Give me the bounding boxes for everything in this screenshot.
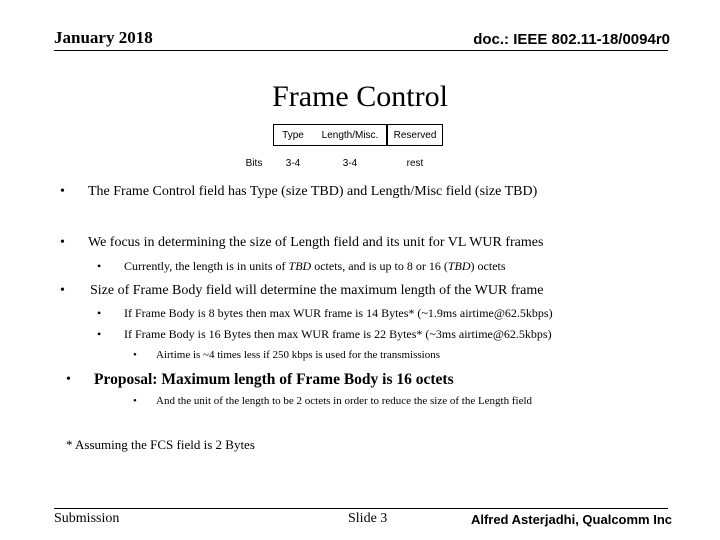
bits-reserved: rest <box>406 158 424 169</box>
row-label-bits: Bits <box>245 158 263 169</box>
footer-slide-number: Slide 3 <box>348 511 388 526</box>
sub-sub-bullet-airtime: Airtime is ~4 times less if 250 kbps is used for the transmissions <box>156 349 440 361</box>
sub-bullet-marker: • <box>97 306 102 320</box>
bullet-frame-body-size: Size of Frame Body field will determine the maximum length of the WUR frame <box>90 283 544 298</box>
sub-bullet-length-unit: And the unit of the length to be 2 octets in order to reduce the size of the Length field <box>156 395 533 407</box>
bullet-focus-length-field: We focus in determining the size of Length field and its unit for VL WUR frames <box>88 235 544 250</box>
bits-type: 3-4 <box>285 158 301 169</box>
footnote: * Assuming the FCS field is 2 Bytes <box>66 437 255 452</box>
sub-bullet-current-length: Currently, the length is in units of TBD octets, and is up to 8 or 16 (TBD) octets <box>124 259 506 273</box>
footer-rule <box>54 508 668 509</box>
bits-length-misc: 3-4 <box>342 158 358 169</box>
header-date: January 2018 <box>54 28 153 47</box>
header-doc-id: doc.: IEEE 802.11-18/0094r0 <box>473 31 670 48</box>
bullet-marker: • <box>60 184 65 199</box>
bullet-marker: • <box>60 283 65 298</box>
bullet-marker: • <box>66 372 71 387</box>
bullet-proposal: Proposal: Maximum length of Frame Body is 16 octets <box>94 371 454 388</box>
sub-sub-bullet-marker: • <box>133 349 137 361</box>
sub-sub-bullet-marker: • <box>133 395 137 407</box>
sub-bullet-8-bytes: If Frame Body is 8 bytes then max WUR frame is 14 Bytes* (~1.9ms airtime@62.5kbps) <box>124 306 553 320</box>
bullet-frame-control-fields: The Frame Control field has Type (size TBD) and Length/Misc field (size TBD) <box>88 184 538 199</box>
slide-title: Frame Control <box>272 80 448 113</box>
sub-bullet-marker: • <box>97 259 102 273</box>
col-reserved: Reserved <box>393 130 437 141</box>
bullet-marker: • <box>60 235 65 250</box>
col-type: Type <box>282 130 304 141</box>
sub-bullet-16-bytes: If Frame Body is 16 Bytes then max WUR frame is 22 Bytes* (~3ms airtime@62.5kbps) <box>124 327 552 341</box>
col-length-misc: Length/Misc. <box>321 130 379 141</box>
footer-author: Alfred Asterjadhi, Qualcomm Inc <box>470 512 672 527</box>
header-rule <box>54 50 668 51</box>
sub-bullet-marker: • <box>97 327 102 341</box>
footer-submission: Submission <box>54 511 120 526</box>
